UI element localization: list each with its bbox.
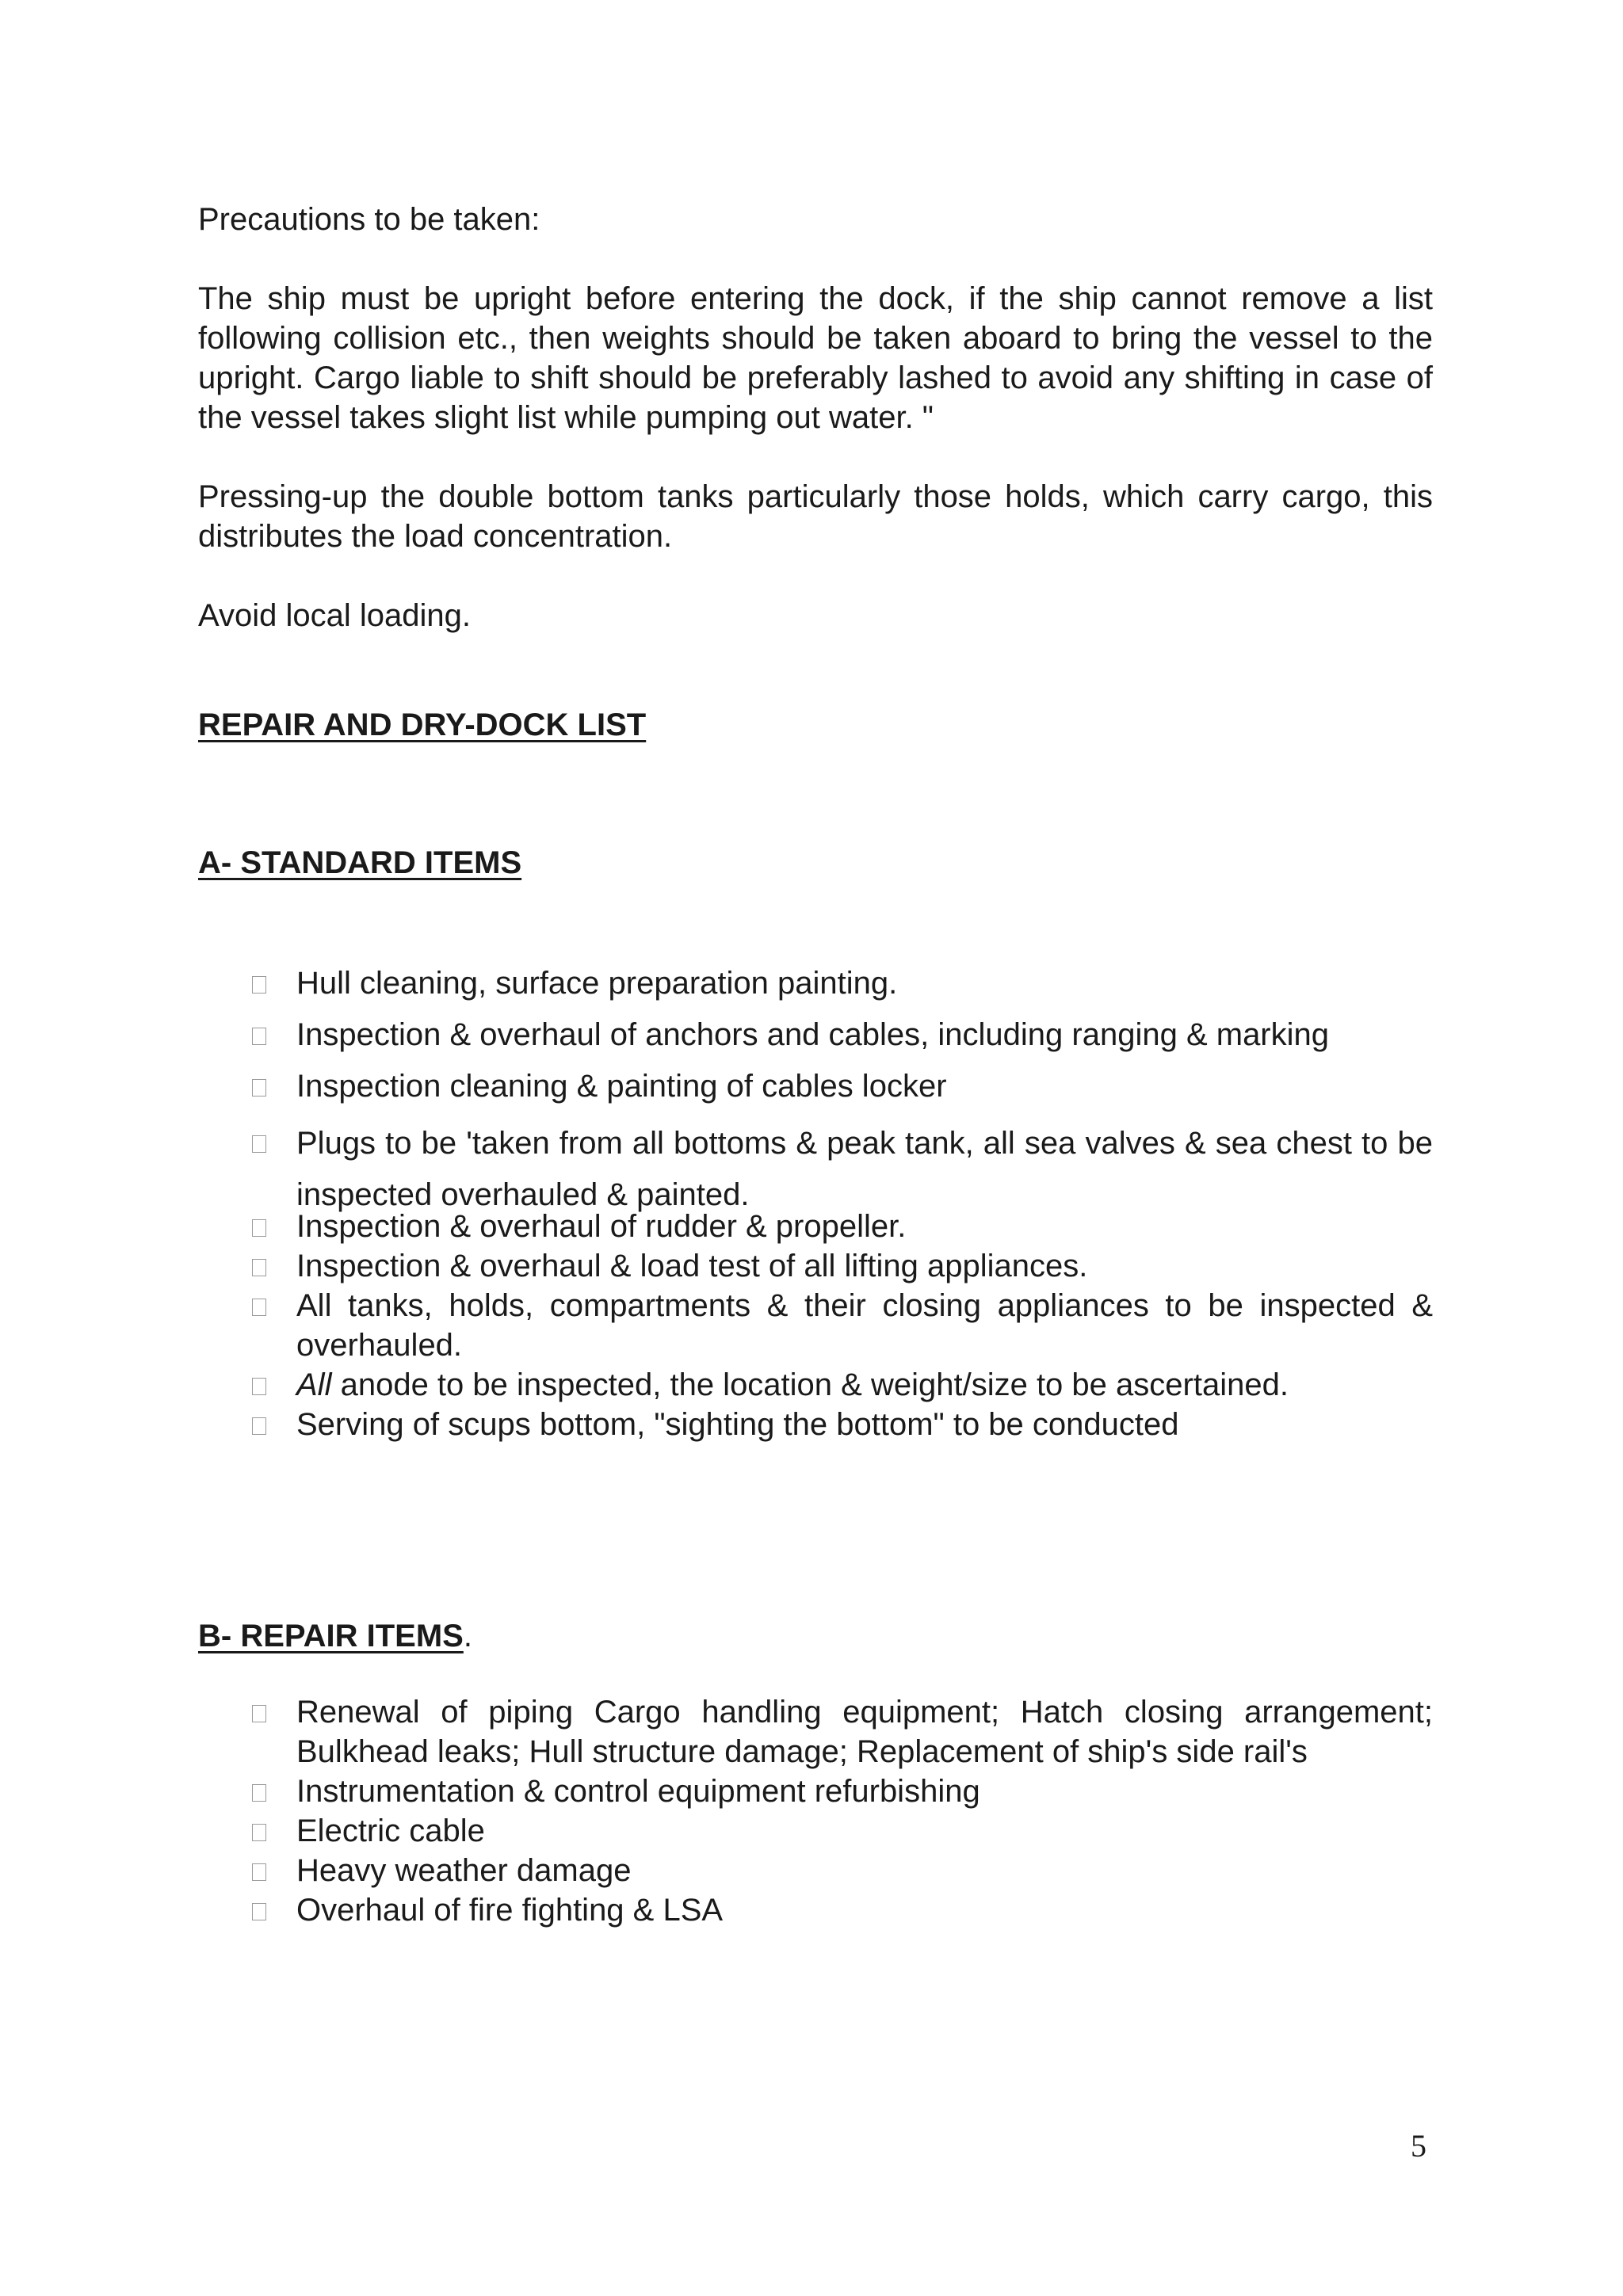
repair-items-heading — [198, 1616, 1433, 1656]
list-item-text: Renewal of piping Cargo handling equipment; Hatch closing arrangement; Bulkhead leaks; Hull structure damage; Replacement of ship's side rail's — [296, 1695, 1433, 1769]
checkbox-bullet-icon — [252, 1417, 266, 1435]
checkbox-bullet-icon — [252, 1299, 266, 1316]
checkbox-bullet-icon — [252, 1219, 266, 1237]
list-item-text — [296, 1365, 1433, 1405]
checkbox-bullet-icon — [252, 1903, 266, 1920]
checkbox-bullet-icon — [252, 1135, 266, 1153]
list-item — [198, 1365, 1433, 1405]
precautions-title: Precautions to be taken: — [198, 202, 540, 237]
list-item — [198, 1015, 1433, 1055]
list-item-text: Serving of scups bottom, "sighting the bottom" to be conducted — [296, 1407, 1179, 1442]
list-item-text: Overhaul of fire fighting & LSA — [296, 1893, 724, 1928]
list-item-text: Inspection & overhaul of rudder & propeller. — [296, 1209, 907, 1244]
standard-items-heading: A- STANDARD ITEMS — [198, 845, 522, 880]
checkbox-bullet-icon — [252, 976, 266, 994]
page-number: 5 — [1411, 2128, 1426, 2164]
repair-list-heading: REPAIR AND DRY-DOCK LIST — [198, 707, 647, 742]
list-item — [198, 1811, 1433, 1851]
list-item — [198, 1066, 1433, 1106]
list-item — [198, 1207, 1433, 1246]
precautions-paragraph-3: Avoid local loading. — [198, 598, 471, 633]
checkbox-bullet-icon — [252, 1259, 266, 1276]
checkbox-bullet-icon — [252, 1378, 266, 1395]
list-item — [198, 1405, 1433, 1444]
list-item — [198, 1246, 1433, 1286]
repair-items-heading-text: B- REPAIR ITEMS — [198, 1619, 464, 1653]
list-item-text: All tanks, holds, compartments & their closing appliances to be inspected & overhauled. — [296, 1288, 1433, 1363]
list-item — [198, 1851, 1433, 1890]
checkbox-bullet-icon — [252, 1824, 266, 1841]
list-item-text: Instrumentation & control equipment refurbishing — [296, 1774, 980, 1809]
repair-items-heading-suffix: . — [463, 1619, 472, 1653]
list-item-text: Plugs to be 'taken from all bottoms & peak tank, all sea valves & sea chest to be inspected overhauled & painted. — [296, 1126, 1433, 1212]
list-item-text: Inspection & overhaul of anchors and cables, including ranging & marking — [296, 1017, 1330, 1052]
checkbox-bullet-icon — [252, 1784, 266, 1802]
italic-prefix: All — [296, 1367, 332, 1402]
list-item-text: Hull cleaning, surface preparation painting. — [296, 966, 898, 1001]
list-item — [198, 1692, 1433, 1772]
list-item-text: Inspection & overhaul & load test of all lifting appliances. — [296, 1249, 1088, 1283]
list-item — [198, 1772, 1433, 1811]
list-item-text: Electric cable — [296, 1814, 485, 1848]
checkbox-bullet-icon — [252, 1079, 266, 1097]
list-item-text: Inspection cleaning & painting of cables locker — [296, 1069, 947, 1104]
list-item-text: Heavy weather damage — [296, 1853, 632, 1888]
checkbox-bullet-icon — [252, 1028, 266, 1045]
checkbox-bullet-icon — [252, 1863, 266, 1881]
precautions-paragraph-2: Pressing-up the double bottom tanks particularly those holds, which carry cargo, this distributes the load concentration. — [198, 479, 1433, 554]
list-item — [198, 1286, 1433, 1365]
list-item-remainder: anode to be inspected, the location & weight/size to be ascertained. — [340, 1367, 1289, 1402]
checkbox-bullet-icon — [252, 1705, 266, 1722]
list-item — [198, 963, 1433, 1003]
precautions-paragraph-1: The ship must be upright before entering the dock, if the ship cannot remove a list following collision etc., then weights should be taken aboard to bring the vessel to the upright. Cargo liable to shift should be preferably lashed to avoid any shifting in case of the vessel takes slight list while pumping out water. " — [198, 281, 1433, 435]
list-item — [198, 1890, 1433, 1930]
list-item — [198, 1118, 1433, 1221]
